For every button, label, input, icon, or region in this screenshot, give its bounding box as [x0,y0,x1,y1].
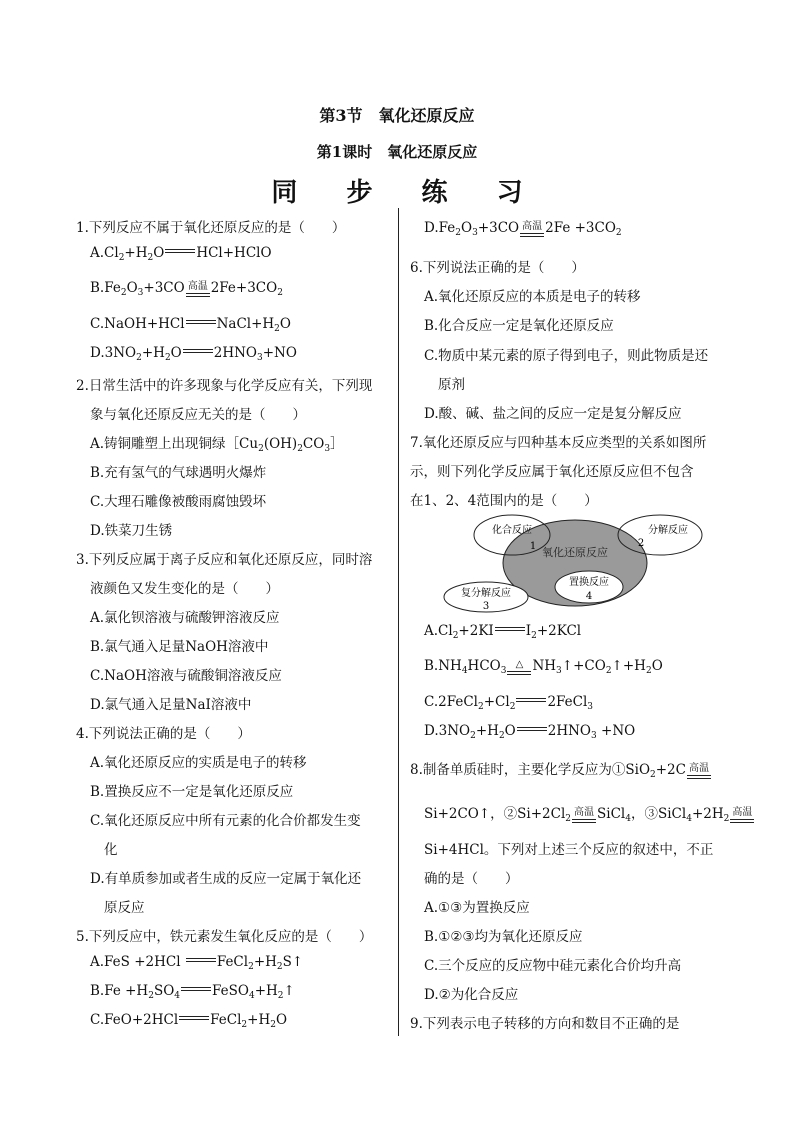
option-6a: A.氧化还原反应的本质是电子的转移 [424,289,641,305]
option-6d: D.酸、碱、盐之间的反应一定是复分解反应 [424,406,682,422]
displacement-label: 置换反应 [569,577,609,588]
region-1-label: 1 [529,541,537,552]
option-2a: A.铸铜雕塑上出现铜绿$[Cu_2(OH)_2CO_3]$ [90,436,344,454]
option-4b: B.置换反应不一定是氧化还原反应 [90,784,294,800]
option-6b: B.化合反应一定是氧化还原反应 [424,318,614,334]
option-8a: A.①③为置换反应 [424,900,530,916]
question-7-cont1: 示，则下列化学反应属于氧化还原反应但不包含 [410,464,694,480]
reaction-type-diagram [442,513,712,613]
option-7d: $D.3NO_2+H_2O$ $2HNO_3 +NO$ [424,723,636,741]
option-7a: $A.Cl_2+2KI$ $I_2+2KCl$ [424,623,582,641]
option-5d: $D.Fe_2O_3+3CO$ 高温 $2Fe +3CO_2$ [424,220,622,238]
option-5c: C.FeO+2HCl $FeCl_2+H_2O$ [90,1012,288,1030]
option-1a: $A.Cl_2+H_2O$ HCl+HClO [90,245,272,263]
question-3: 3.下列反应属于离子反应和氧化还原反应，同时溶 [76,552,373,568]
lesson-title: 第1课时 氧化还原反应 [316,143,478,161]
question-2-cont: 象与氧化还原反应无关的是（ ） [90,407,306,423]
question-7-cont2: 在1、2、4范围内的是（ ） [410,493,598,509]
column-divider [398,208,399,1036]
region-4-label: 4 [585,591,593,602]
option-2b: B.充有氢气的气球遇明火爆炸 [90,465,267,481]
question-4: 4.下列说法正确的是（ ） [76,726,251,742]
question-3-cont: 液颜色又发生变化的是（ ） [90,581,279,597]
question-2: 2.日常生活中的许多现象与化学反应有关，下列现 [76,378,373,394]
option-4a: A.氧化还原反应的实质是电子的转移 [90,755,307,771]
question-8-cont3: 确的是（ ） [424,871,519,887]
question-5: 5.下列反应中，铁元素发生氧化反应的是（ ） [76,929,373,945]
question-8: 8.制备单质硅时，主要化学反应为①SiO$_2$+2C 高温 [410,762,709,780]
option-7b: $B.NH_4HCO_3$ △ $NH_3↑+CO_2↑+H_2O$ [424,658,663,676]
decomposition-label: 分解反应 [648,525,688,536]
option-7c: $C.2FeCl_2+Cl_2$ 2FeCl$_3$ [424,694,594,712]
question-6: 6.下列说法正确的是（ ） [410,260,585,276]
option-8c: C.三个反应的反应物中硅元素化合价均升高 [424,958,682,974]
section-title: 第3节 氧化还原反应 [319,106,475,125]
option-2c: C.大理石雕像被酸雨腐蚀毁坏 [90,494,267,510]
region-2-label: 2 [637,538,645,549]
option-3b: B.氯气通入足量NaOH溶液中 [90,639,269,655]
option-6c: C.物质中某元素的原子得到电子，则此物质是还 [424,348,709,364]
option-5a: A.FeS +2HCl $FeCl_2+H_2S↑$ [90,954,304,972]
page-title: 同 步 练 习 [271,178,543,208]
option-5b: $B.Fe +H_2SO_4$ $FeSO_4+H_2↑$ [90,983,295,1001]
option-8b: B.①②③均为氧化还原反应 [424,929,583,945]
option-4d-cont: 原反应 [104,900,145,916]
option-6c-cont: 原剂 [438,377,465,393]
redox-label: 氧化还原反应 [542,546,608,559]
option-4d: D.有单质参加或者生成的反应一定属于氧化还 [90,871,362,887]
region-3-label: 3 [482,601,490,612]
option-1d: $D.3NO_2+H_2O$ $2HNO_3+NO$ [90,345,297,363]
question-8-cont2: Si+4HCl。下列对上述三个反应的叙述中，不正 [424,842,714,858]
option-3d: D.氯气通入足量NaI溶液中 [90,697,252,713]
question-7: 7.氧化还原反应与四种基本反应类型的关系如图所 [410,435,707,451]
option-8d: D.②为化合反应 [424,987,519,1003]
option-2d: D.铁菜刀生锈 [90,523,173,539]
double-decomposition-label: 复分解反应 [461,588,511,599]
question-1: 1.下列反应不属于氧化还原反应的是（ ） [76,220,346,236]
option-1c: C.NaOH+HCl $NaCl+H_2O$ [90,316,291,334]
option-1b: $B.Fe_2O_3+3CO$ 高温 $2Fe+3CO_2$ [90,280,283,298]
combination-label: 化合反应 [492,525,532,536]
option-4c-cont: 化 [104,842,118,858]
question-8-cont1: Si+2CO↑，$②Si+2Cl_2$ 高温 SiCl$_4$，$③SiCl_4+2H_2$ 高温 [424,806,753,824]
option-3a: A.氯化钡溶液与硫酸钾溶液反应 [90,610,280,626]
option-3c: C.NaOH溶液与硫酸铜溶液反应 [90,668,282,684]
question-9: 9.下列表示电子转移的方向和数目不正确的是 [410,1016,680,1032]
option-4c: C.氧化还原反应中所有元素的化合价都发生变 [90,813,361,829]
